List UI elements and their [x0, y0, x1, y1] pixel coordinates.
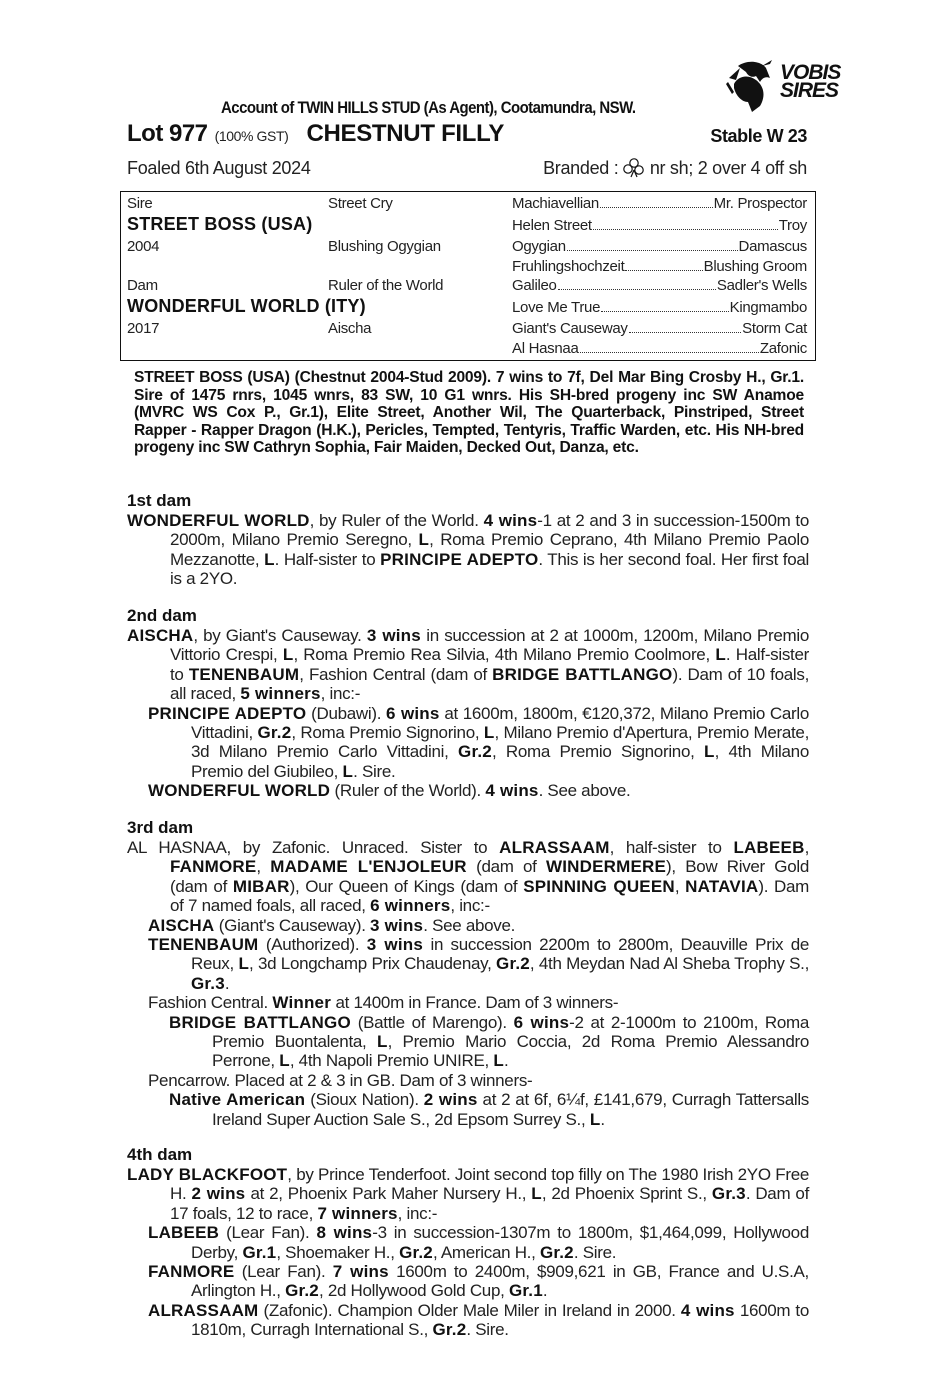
bold-text: Gr.3	[711, 1184, 746, 1204]
ancestor-sire: Damascus	[738, 238, 807, 255]
pedigree-entry: LABEEB (Lear Fan). 8 wins-3 in succession-1307m to 1800m, $1,464,099, Hollywood Derby, Gr.1, Shoemaker H., Gr.2, American H., Gr.2. Sire.	[148, 1223, 809, 1262]
dam-sire: Ruler of the World	[328, 277, 444, 294]
bold-text: 6 wins	[385, 703, 440, 723]
pedigree-entry: AISCHA, by Giant's Causeway. 3 wins in succession at 2 at 1000m, 1200m, Milano Premio Vittorio Crespi, L, Roma Premio Rea Silvia, 4th Milano Premio Coolmore, L. Half-sister to TENENBAUM, Fashion Central (dam of BRIDGE BATTLANGO). Dam of 10 foals, all raced, 5 winners, inc:-	[127, 626, 809, 704]
bold-text: 2 wins	[191, 1184, 246, 1204]
pedigree-entry: WONDERFUL WORLD, by Ruler of the World. 4 wins-1 at 2 and 3 in succession-1500m to 2000m, Milano Premio Seregno, L, Roma Premio Ceprano, 4th Milano Premio Paolo Mezzanotte, L. Half-sister to PRINCIPE ADEPTO. This is her second foal. Her first foal is a 2YO.	[127, 511, 809, 589]
pedigree-entry: WONDERFUL WORLD (Ruler of the World). 4 wins. See above.	[148, 781, 631, 801]
logo-line-1: VOBIS	[780, 61, 841, 84]
bold-text: WONDERFUL WORLD	[148, 781, 331, 801]
bold-text: Gr.3	[191, 973, 225, 993]
bold-text: FANMORE	[148, 1262, 235, 1282]
pedigree-entry: Fashion Central. Winner at 1400m in France. Dam of 3 winners-	[148, 993, 619, 1013]
pedigree-entry: LADY BLACKFOOT, by Prince Tenderfoot. Joint second top filly on The 1980 Irish 2YO Free H. 2 wins at 2, Phoenix Park Maher Nursery H., L, 2d Phoenix Sprint S., Gr.3. Dam of 17 foals, 12 to race, 7 winners, inc:-	[127, 1165, 809, 1223]
bold-text: L	[715, 645, 726, 665]
bold-text: 7 wins	[332, 1262, 389, 1282]
logo-line-2: SIRES	[780, 79, 839, 102]
bold-text: 3 wins	[370, 915, 424, 935]
bold-text: 8 wins	[316, 1223, 373, 1243]
branded-text: nr sh; 2 over 4 off sh	[649, 158, 807, 178]
bold-text: Gr.2	[399, 1242, 433, 1262]
clover-brand-icon	[623, 158, 645, 178]
bold-text: Winner	[272, 993, 332, 1013]
dam-year: 2017	[127, 320, 160, 337]
gst-note: (100% GST)	[214, 128, 289, 144]
bold-text: WONDERFUL WORLD	[127, 511, 310, 530]
bold-text: AISCHA	[127, 626, 194, 645]
bold-text: FANMORE	[170, 857, 257, 877]
bold-text: Gr.2	[257, 723, 292, 743]
bold-text: L	[342, 761, 354, 781]
bold-text: 5 winners	[240, 684, 321, 704]
pedigree-entry: Pencarrow. Placed at 2 & 3 in GB. Dam of 3 winners-	[148, 1070, 533, 1090]
ancestor-name: Al Hasnaa	[512, 340, 579, 357]
bold-text: L	[531, 1184, 542, 1204]
bold-text: NATAVIA	[685, 876, 759, 896]
dam-label: Dam	[127, 277, 158, 294]
bold-text: TENENBAUM	[148, 935, 259, 955]
bold-text: PRINCIPE ADEPTO	[148, 703, 307, 723]
ancestor-name: Love Me True	[512, 299, 601, 316]
bold-text: Gr.2	[432, 1320, 467, 1340]
ancestor-sire: Storm Cat	[742, 320, 807, 337]
sire-name: STREET BOSS (USA)	[127, 214, 313, 234]
ancestor-row	[512, 340, 807, 357]
bold-text: 4 wins	[680, 1300, 735, 1320]
bold-text: SPINNING QUEEN	[523, 876, 675, 896]
sire-summary: STREET BOSS (USA) (Chestnut 2004-Stud 2009). 7 wins to 7f, Del Mar Bing Crosby H., Gr.1. Sire of 1475 rnrs, 1045 wnrs, 83 SW, 10 G1 wnrs. His SH-bred progeny inc SW Anamoe (MVRC WS Cox P., Gr.1), Elite Street, Another Wil, The Quarterback, Pinstriped, Street Rapper - Rapper Dragon (H.K.), Pericles, Tempted, Tentyris, Traffic Warden, etc. His NH-bred progeny inc SW Cathryn Sophia, Fair Maiden, Decked Out, Danza, etc.	[134, 369, 804, 457]
first-dam-section	[127, 491, 809, 589]
sire-dam: Blushing Ogygian	[328, 238, 441, 255]
ancestor-name: Giant's Causeway	[512, 320, 628, 337]
bold-text: 3 wins	[366, 935, 423, 955]
bold-text: Gr.2	[285, 1281, 319, 1301]
ancestor-row	[512, 258, 807, 275]
bold-text: Gr.1	[242, 1242, 277, 1262]
section-heading: 1st dam	[127, 491, 192, 510]
ancestor-row	[512, 195, 807, 212]
bold-text: LADY BLACKFOOT	[127, 1165, 288, 1184]
ancestor-sire: Blushing Groom	[703, 258, 807, 275]
ancestor-name: Helen Street	[512, 217, 592, 234]
bold-text: ALRASSAAM	[148, 1300, 259, 1320]
bold-text: L	[493, 1051, 504, 1071]
bold-text: LABEEB	[148, 1223, 220, 1243]
pedigree-entry: Native American (Sioux Nation). 2 wins at 2 at 6f, 6¼f, £141,679, Curragh Tattersalls Ireland Super Auction Sale S., 2d Epsom Surrey S., L.	[169, 1090, 810, 1129]
jockey-horse-icon	[726, 58, 774, 112]
section-heading: 2nd dam	[127, 606, 197, 625]
pedigree-table	[120, 191, 816, 361]
pedigree-entry: AL HASNAA, by Zafonic. Unraced. Sister to ALRASSAAM, half-sister to LABEEB, FANMORE, MADAME L'ENJOLEUR (dam of WINDERMERE), Bow River Gold (dam of MIBAR), Our Queen of Kings (dam of SPINNING QUEEN, NATAVIA). Dam of 7 named foals, all raced, 6 winners, inc:-	[127, 838, 809, 916]
bold-text: L	[279, 1051, 290, 1071]
ancestor-row	[512, 299, 807, 316]
ancestor-sire: Troy	[778, 217, 807, 234]
bold-text: L	[483, 723, 495, 743]
bold-text: L	[589, 1109, 601, 1129]
ancestor-sire: Mr. Prospector	[713, 195, 807, 212]
lot-header	[127, 120, 807, 152]
section-heading: 3rd dam	[127, 818, 194, 837]
pedigree-entry: AISCHA (Giant's Causeway). 3 wins. See above.	[148, 915, 516, 935]
sire-sire: Street Cry	[328, 195, 393, 212]
vendor-account: Account of TWIN HILLS STUD (As Agent), Cootamundra, NSW.	[221, 98, 636, 117]
bold-text: L	[282, 645, 294, 665]
sire-label: Sire	[127, 195, 153, 212]
ancestor-row	[512, 320, 807, 337]
bold-text: MIBAR	[232, 876, 290, 896]
bold-text: Native American	[169, 1090, 306, 1110]
section-body	[127, 626, 809, 801]
bold-text: Gr.2	[496, 954, 530, 974]
lot-description: CHESTNUT FILLY	[306, 120, 505, 147]
ancestor-name: Fruhlingshochzeit	[512, 258, 625, 275]
foaled-date: Foaled 6th August 2024	[127, 158, 311, 178]
bold-text: PRINCIPE ADEPTO	[380, 549, 539, 569]
bold-text: BRIDGE BATTLANGO	[169, 1012, 351, 1032]
pedigree-entry: PRINCIPE ADEPTO (Dubawi). 6 wins at 1600m, 1800m, €120,372, Milano Premio Carlo Vittadini, Gr.2, Roma Premio Signorino, L, Milano Premio d'Apertura, Premio Merate, 3d Milano Premio Carlo Vittadini, Gr.2, Roma Premio Signorino, L, 4th Milano Premio del Giubileo, L. Sire.	[148, 703, 809, 781]
pedigree-entry: BRIDGE BATTLANGO (Battle of Marengo). 6 wins-2 at 2-1000m to 2100m, Roma Premio Buontalenta, L, Premio Mario Coccia, 2d Roma Premio Alessandro Perrone, L, 4th Napoli Premio UNIRE, L.	[169, 1012, 809, 1071]
bold-text: L	[238, 954, 250, 974]
bold-text: 7 winners	[317, 1203, 398, 1223]
ancestor-sire: Zafonic	[759, 340, 807, 357]
fourth-dam-section	[127, 1145, 809, 1340]
dam-name: WONDERFUL WORLD (ITY)	[127, 296, 366, 316]
bold-text: Gr.2	[539, 1242, 574, 1262]
pedigree-entry: TENENBAUM (Authorized). 3 wins in succession 2200m to 2800m, Deauville Prix de Reux, L, 3d Longchamp Prix Chaudenay, Gr.2, 4th Meydan Nad Al Sheba Trophy S., Gr.3.	[148, 935, 810, 993]
bold-text: L	[418, 530, 430, 550]
bold-text: 4 wins	[485, 781, 539, 801]
section-heading: 4th dam	[127, 1145, 193, 1164]
bold-text: 3 wins	[366, 626, 421, 645]
ancestor-sire: Kingmambo	[729, 299, 807, 316]
branded-label: Branded :	[543, 158, 619, 178]
dam-dam: Aischa	[328, 320, 372, 337]
bold-text: AISCHA	[148, 915, 215, 935]
bold-text: 6 wins	[513, 1012, 570, 1032]
pedigree-entry: ALRASSAAM (Zafonic). Champion Older Male Miler in Ireland in 2000. 4 wins 1600m to 1810m, Curragh International S., Gr.2. Sire.	[148, 1300, 809, 1340]
bold-text: L	[376, 1032, 388, 1052]
vobis-sires-logo	[726, 58, 866, 113]
section-body	[127, 511, 809, 589]
bold-text: ALRASSAAM	[499, 838, 610, 857]
bold-text: 4 wins	[483, 511, 538, 530]
bold-text: WINDERMERE	[545, 857, 667, 877]
bold-text: Gr.1	[508, 1281, 543, 1301]
bold-text: TENENBAUM	[188, 664, 300, 684]
bold-text: 2 wins	[423, 1090, 478, 1110]
bold-text: MADAME L'ENJOLEUR	[270, 857, 467, 877]
second-dam-section	[127, 606, 809, 801]
logo-text	[780, 61, 841, 102]
section-body	[127, 1165, 809, 1340]
ancestor-sire: Sadler's Wells	[716, 277, 807, 294]
sire-year: 2004	[127, 238, 160, 255]
lot-number: Lot 977	[127, 120, 208, 147]
bold-text: 6 winners	[370, 896, 451, 916]
ancestor-row	[512, 238, 807, 255]
bold-text: BRIDGE BATTLANGO	[492, 664, 673, 684]
ancestor-row	[512, 217, 807, 234]
section-body	[127, 838, 809, 1129]
third-dam-section	[127, 818, 809, 1129]
pedigree-entry: FANMORE (Lear Fan). 7 wins 1600m to 2400m, $909,621 in GB, France and U.S.A, Arlington H., Gr.2, 2d Hollywood Gold Cup, Gr.1.	[148, 1262, 809, 1301]
bold-text: L	[264, 549, 275, 569]
ancestor-name: Machiavellian	[512, 195, 599, 212]
ancestor-name: Galileo	[512, 277, 557, 294]
branded-info	[543, 158, 807, 179]
bold-text: L	[704, 742, 715, 762]
stable-location: Stable W 23	[710, 126, 807, 146]
bold-text: LABEEB	[733, 838, 805, 857]
ancestor-row	[512, 277, 807, 294]
bold-text: Gr.2	[458, 742, 492, 762]
ancestor-name: Ogygian	[512, 238, 566, 255]
